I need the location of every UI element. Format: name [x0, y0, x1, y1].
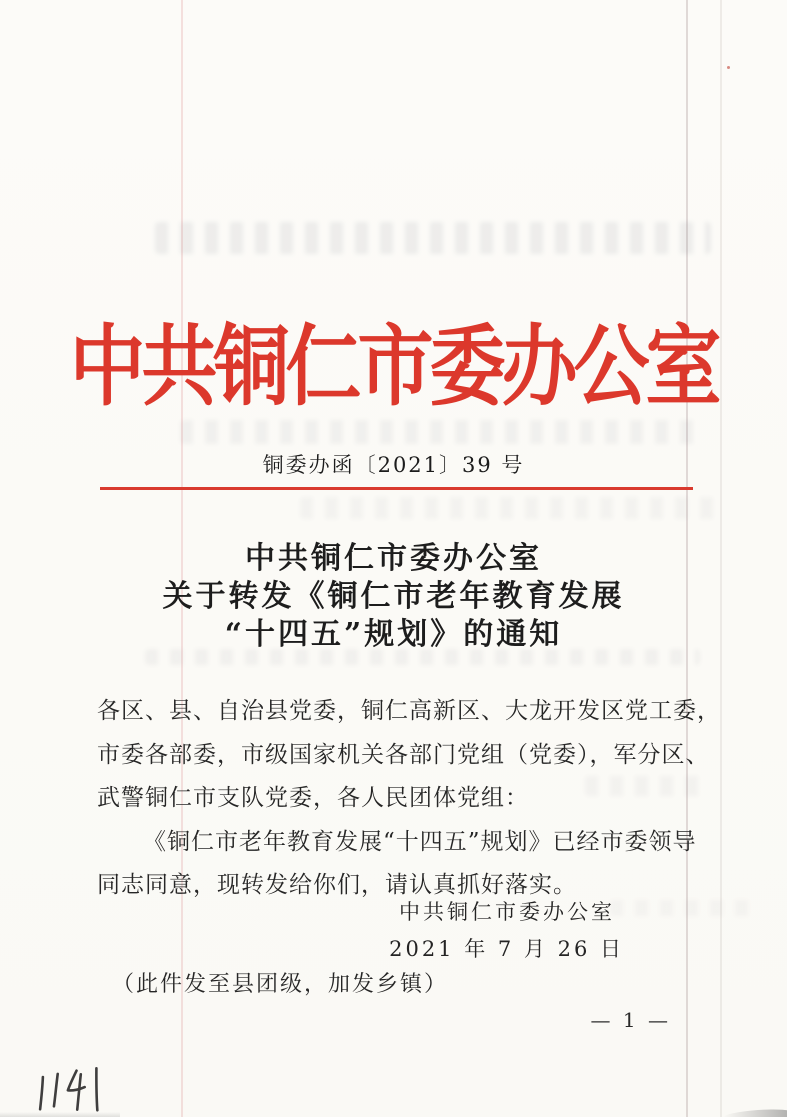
body-text: [97, 690, 721, 908]
document-number: 铜委办函〔2021〕39 号: [262, 453, 525, 477]
letterhead-title: 中共铜仁市委办公室: [69, 314, 718, 418]
notice-title: [0, 540, 787, 654]
addressee-line-1: 各区、县、自治县党委，铜仁高新区、大龙开发区党工委，: [97, 698, 721, 724]
red-divider-rule: [100, 487, 693, 490]
notice-title-line-3: “十四五”规划》的通知: [224, 617, 563, 652]
scan-speck: [727, 66, 730, 69]
bleed-through-artifact: [300, 497, 715, 519]
distribution-note: （此件发至县团级，加发乡镇）: [112, 972, 449, 997]
body-paragraph-line-2: 同志同意，现转发给你们，请认真抓好落实。: [97, 872, 577, 898]
document-date: 2021 年 7 月 26 日: [389, 937, 624, 961]
bleed-through-artifact: [180, 420, 695, 444]
bleed-through-artifact: [155, 222, 711, 254]
body-paragraph-line-1: 《铜仁市老年教育发展“十四五”规划》已经市委领导: [143, 828, 697, 855]
handwritten-mark-1141: [28, 1063, 115, 1117]
issuing-authority-signature: 中共铜仁市委办公室: [399, 900, 615, 924]
page-number: — 1 —: [590, 1008, 671, 1032]
addressee-line-2: 市委各部委，市级国家机关各部门党组（党委），军分区、: [97, 741, 710, 768]
notice-title-line-1: 中共铜仁市委办公室: [245, 541, 542, 576]
addressee-line-3: 武警铜仁市支队党委，各人民团体党组：: [97, 785, 529, 811]
notice-title-line-2: 关于转发《铜仁市老年教育发展: [162, 579, 625, 614]
scan-corner-shadow: [723, 1108, 787, 1117]
